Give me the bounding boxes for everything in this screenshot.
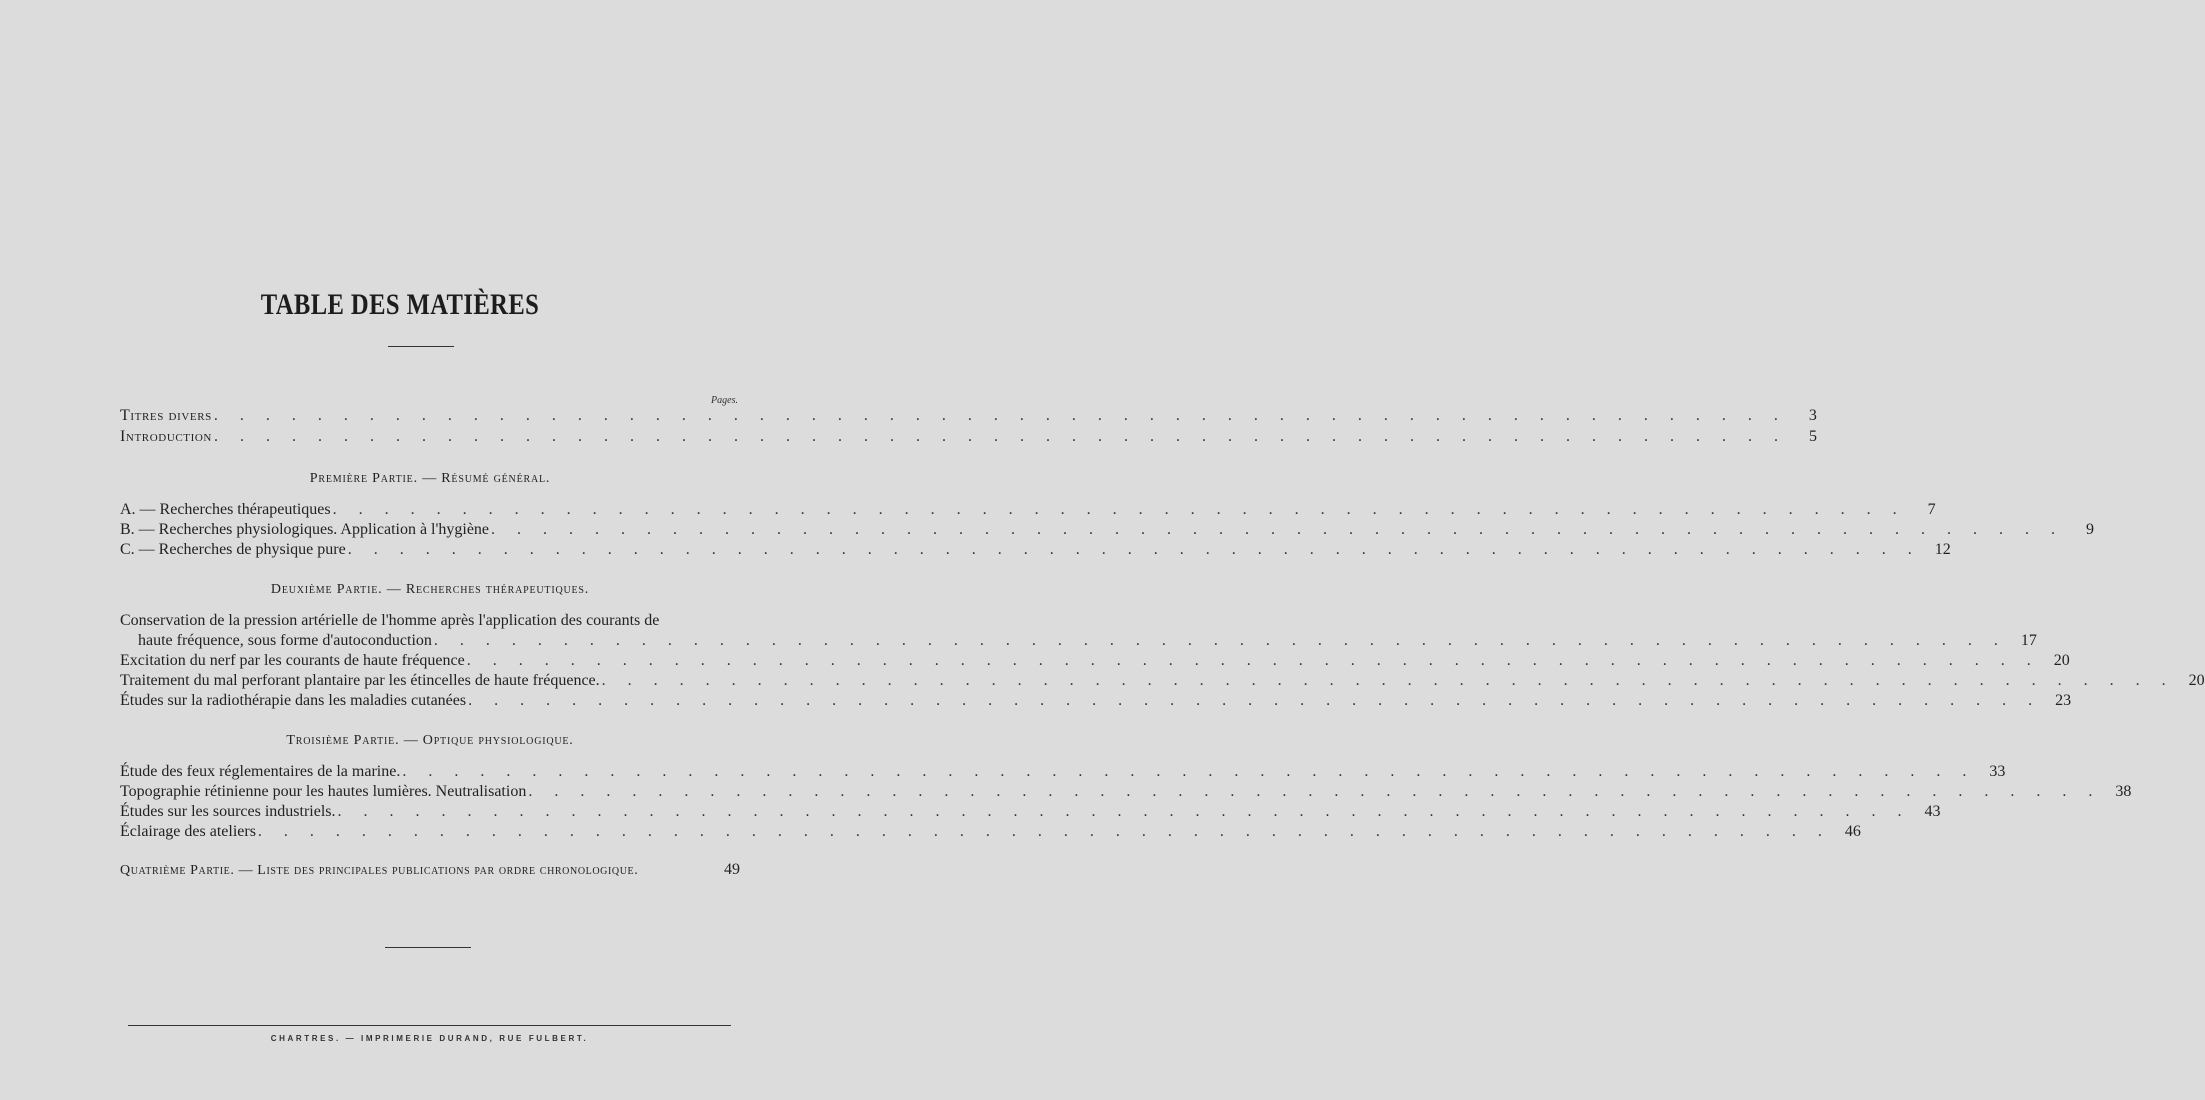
toc-entry-page: 7 — [1927, 501, 1936, 518]
page-title: TABLE DES MATIÈRES — [260, 288, 540, 321]
dot-leader: . . . . . . . . . . . . . . . . . . . . . . . . . . . . . . . . . . . . . . . . . . . . . . . . . . . . . . . . . . . . . — [433, 632, 2007, 649]
toc-entry-label: Introduction — [120, 428, 212, 445]
toc-entry — [120, 782, 2132, 802]
toc-entry-page: 38 — [2115, 783, 2132, 800]
dot-leader: . . . . . . . . . . . . . . . . . . . . . . . . . . . . . . . . . . . . . . . . . . . . . . . . . . . . . . . . . . . . . — [528, 783, 2102, 800]
toc-entry — [120, 691, 2072, 711]
section-heading-part-3: Troisième Partie. — Optique physiologique. — [286, 733, 574, 748]
toc-entry-page: 33 — [1989, 763, 2006, 780]
toc-entry-label: Éclairage des ateliers — [120, 823, 256, 840]
toc-entry — [120, 802, 1941, 822]
dot-leader: . . . . . . . . . . . . . . . . . . . . . . . . . . . . . . . . . . . . . . . . . . . . . . . . . . . . . . . . . . . . . — [257, 823, 1831, 840]
toc-entry-page: 5 — [1808, 428, 1817, 445]
toc-entry-page: 46 — [1844, 823, 1861, 840]
dot-leader: . . . . . . . . . . . . . . . . . . . . . . . . . . . . . . . . . . . . . . . . . . . . . . . . . . . . . . . . . . . . . — [402, 763, 1976, 780]
toc-entry-first-line: Conservation de la pression artérielle de l'homme après l'application des courants de — [120, 612, 660, 629]
toc-entry-page: 49 — [724, 861, 740, 878]
toc-entry-label: Études sur les sources industriels. — [120, 803, 336, 820]
toc-entry-label: Excitation du nerf par les courants de haute fréquence — [120, 652, 465, 669]
toc-entry — [120, 671, 2205, 691]
toc-entry-page: 9 — [2086, 521, 2095, 538]
dot-leader: . . . . . . . . . . . . . . . . . . . . . . . . . . . . . . . . . . . . . . . . . . . . . . . . . . . . . . . . . . . . . — [468, 692, 2042, 709]
toc-entry — [120, 540, 1951, 560]
toc-entry-label: Titres divers — [120, 407, 212, 424]
toc-entry-page: 23 — [2055, 692, 2072, 709]
toc-entry-label: C. — Recherches de physique pure — [120, 541, 346, 558]
toc-entry — [138, 631, 2037, 651]
toc-entry-label: A. — Recherches thérapeutiques — [120, 501, 331, 518]
toc-entry — [120, 651, 2070, 671]
section-heading-part-2: Deuxième Partie. — Recherches thérapeutiques. — [270, 582, 590, 597]
toc-entry-label: haute fréquence, sous forme d'autoconduction — [138, 632, 432, 649]
dot-leader: . . . . . . . . . . . . . . . . . . . . . . . . . . . . . . . . . . . . . . . . . . . . . . . . . . . . . . . . . . . . . — [601, 672, 2175, 689]
toc-entry-label: B. — Recherches physiologiques. Application à l'hygiène — [120, 521, 490, 538]
pages-column-label: Pages. — [711, 395, 738, 406]
dot-leader: . . . . . . . . . . . . . . . . . . . . . . . . . . . . . . . . . . . . . . . . . . . . . . . . . . . . . . . . . . . . . — [491, 521, 2065, 538]
toc-entry-page: 3 — [1808, 407, 1817, 424]
toc-entry-page: 20 — [2053, 652, 2070, 669]
dot-leader: . . . . . . . . . . . . . . . . . . . . . . . . . . . . . . . . . . . . . . . . . . . . . . . . . . . . . . . . . . . . . — [466, 652, 2040, 669]
dot-leader: . . . . . . . . . . . . . . . . . . . . . . . . . . . . . . . . . . . . . . . . . . . . . . . . . . . . . . . . . . . . . — [332, 501, 1906, 518]
section-heading-part-4: Quatrième Partie. — Liste des principales publications par ordre chronologique. — [120, 863, 639, 878]
toc-entry — [120, 520, 2095, 540]
toc-entry-page: 17 — [2020, 632, 2037, 649]
printer-imprint: CHARTRES. — IMPRIMERIE DURAND, RUE FULBERT. — [270, 1034, 589, 1043]
toc-entry-part-4 — [120, 860, 740, 880]
toc-entry-label: Topographie rétinienne pour les hautes lumières. Neutralisation — [120, 783, 527, 800]
toc-entry-page: 12 — [1934, 541, 1951, 558]
closing-divider — [385, 947, 471, 948]
section-heading-part-1: Première Partie. — Résumé général. — [309, 471, 551, 486]
toc-entry-titres-divers — [120, 406, 1817, 426]
toc-entry — [120, 500, 1936, 520]
toc-entry-page: 20 — [2188, 672, 2205, 689]
title-divider — [388, 346, 454, 347]
dot-leader: . . . . . . . . . . . . . . . . . . . . . . . . . . . . . . . . . . . . . . . . . . . . . . . . . . . . . . . . . . . . . — [337, 803, 1911, 820]
toc-entry-label: Études sur la radiothérapie dans les maladies cutanées — [120, 692, 467, 709]
dot-leader: . . . . . . . . . . . . . . . . . . . . . . . . . . . . . . . . . . . . . . . . . . . . . . . . . . . . . . . . . . . . . — [213, 428, 1787, 445]
toc-entry — [120, 822, 1861, 842]
toc-entry-label: Traitement du mal perforant plantaire par les étincelles de haute fréquence. — [120, 672, 600, 689]
dot-leader: . . . . . . . . . . . . . . . . . . . . . . . . . . . . . . . . . . . . . . . . . . . . . . . . . . . . . . . . . . . . . — [347, 541, 1921, 558]
toc-entry-label: Étude des feux réglementaires de la marine. — [120, 763, 401, 780]
toc-entry-page: 43 — [1924, 803, 1941, 820]
toc-entry-introduction — [120, 427, 1817, 447]
footer-rule — [128, 1025, 731, 1026]
toc-entry — [120, 762, 2006, 782]
dot-leader: . . . . . . . . . . . . . . . . . . . . . . . . . . . . . . . . . . . . . . . . . . . . . . . . . . . . . . . . . . . . . — [213, 407, 1787, 424]
